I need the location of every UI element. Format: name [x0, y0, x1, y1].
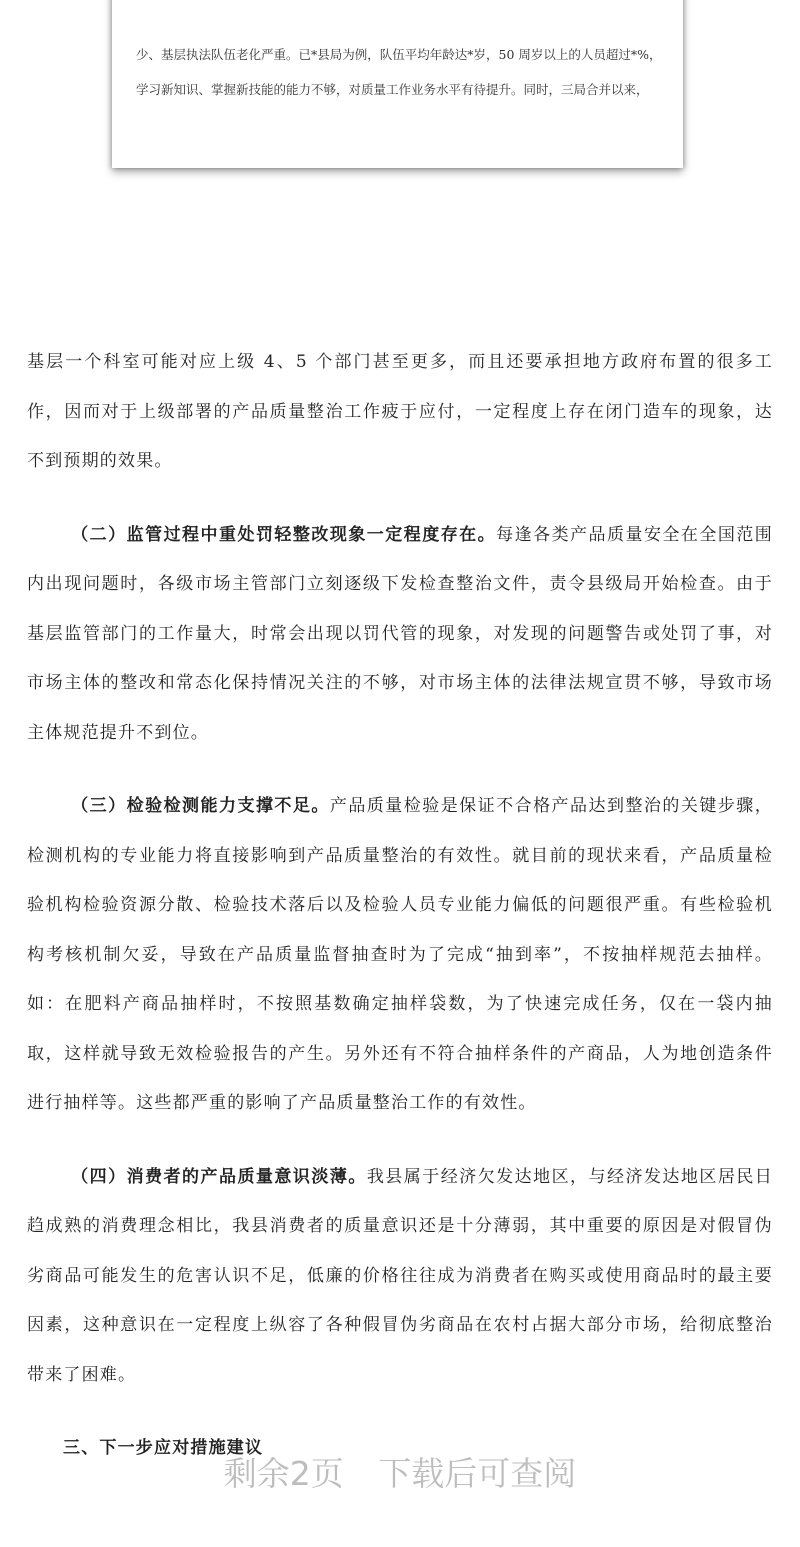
- paragraph-text: 产品质量检验是保证不合格产品达到整治的关键步骤，检测机构的专业能力将直接影响到产品质量整治的有效性。就目前的现状来看，产品质量检验机构检验资源分散、检验技术落后以及检验人员专业能力偏低的问题很严重。有些检验机构考核机制欠妥，导致在产品质量监督抽查时为了完成“抽到率”，不按抽样规范去抽样。如：在肥料产商品抽样时，不按照基数确定抽样袋数，为了快速完成任务，仅在一袋内抽取，这样就导致无效检验报告的产生。另外还有不符合抽样条件的产商品，人为地创造条件进行抽样等。这些都严重的影响了产品质量整治工作的有效性。: [27, 796, 773, 1113]
- paragraph-lead: （二）监管过程中重处罚轻整改现象一定程度存在。: [71, 524, 497, 545]
- remaining-pages-notice[interactable]: 剩余2页 下载后可查阅: [223, 1454, 577, 1493]
- paragraph-lead: （三）检验检测能力支撑不足。: [71, 796, 330, 816]
- paragraph: [27, 338, 773, 487]
- document-body: [27, 338, 773, 1474]
- paragraph: [27, 511, 773, 759]
- preview-line: 少、基层执法队伍老化严重。已*县局为例，队伍平均年龄达*岁，50 周岁以上的人员超过*%，: [136, 47, 662, 62]
- document-preview-card: [112, 0, 683, 168]
- paragraph-text: 每逢各类产品质量安全在全国范围内出现问题时，各级市场主管部门立刻逐级下发检查整治文件，责令县级局开始检查。由于基层监管部门的工作量大，时常会出现以罚代管的现象，对发现的问题警告或处罚了事，对市场主体的整改和常态化保持情况关注的不够，对市场主体的法律法规宣贯不够，导致市场主体规范提升不到位。: [27, 524, 774, 743]
- paragraph: [27, 1153, 773, 1401]
- paragraph-text: 我县属于经济欠发达地区，与经济发达地区居民日趋成熟的消费理念相比，我县消费者的质量意识还是十分薄弱，其中重要的原因是对假冒伪劣商品可能发生的危害认识不足，低廉的价格往往成为消费者在购买或使用商品时的最主要因素，这种意识在一定程度上纵容了各种假冒伪劣商品在农村占据大部分市场，给彻底整治带来了困难。: [27, 1166, 774, 1385]
- preview-line: 学习新知识、掌握新技能的能力不够，对质量工作业务水平有待提升。同时，三局合并以来，: [136, 82, 649, 97]
- section-heading: 三、下一步应对措施建议: [63, 1438, 264, 1458]
- paragraph-lead: （四）消费者的产品质量意识淡薄。: [71, 1166, 367, 1187]
- paragraph: [27, 782, 773, 1129]
- paragraph-text: 基层一个科室可能对应上级 4、5 个部门甚至更多，而且还要承担地方政府布置的很多工作，因而对于上级部署的产品质量整治工作疲于应付，一定程度上存在闭门造车的现象，达不到预期的效果。: [27, 352, 773, 471]
